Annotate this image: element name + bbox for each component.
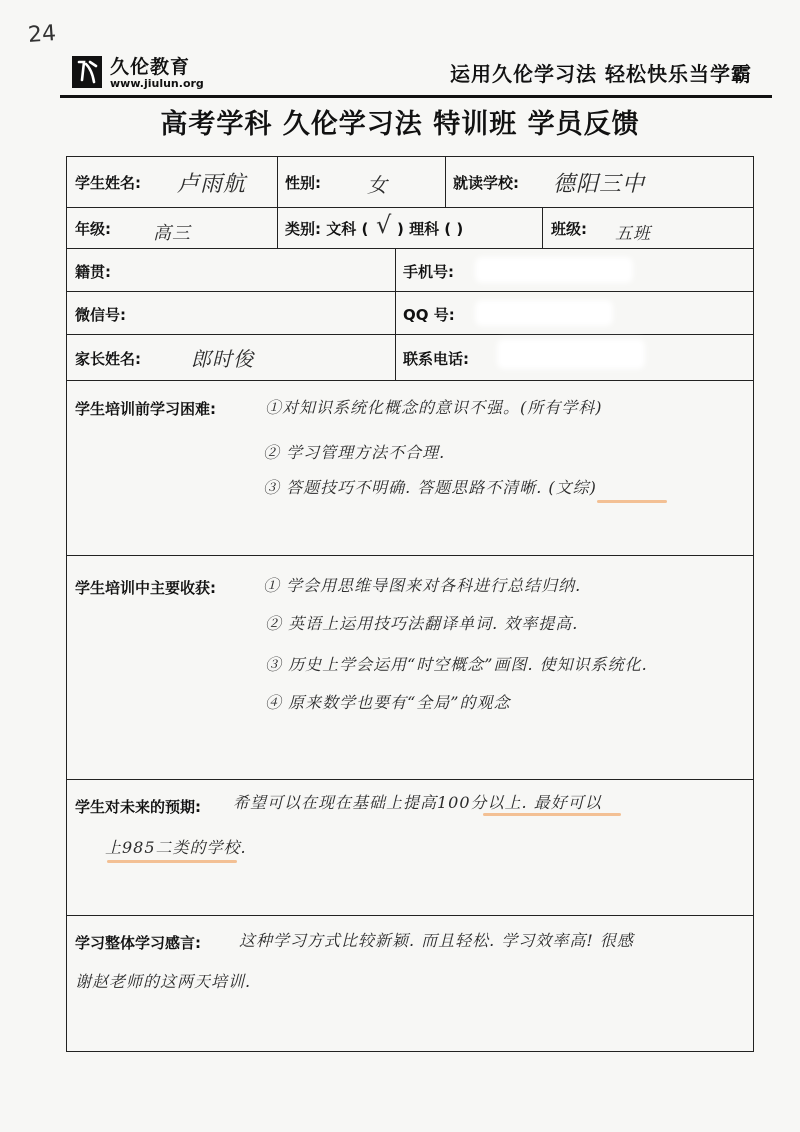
type-label-prefix: 类别: 文科 ( (285, 220, 369, 238)
col-divider (277, 207, 278, 248)
class-value: 五班 (615, 224, 651, 244)
gains-label: 学生培训中主要收获: (75, 579, 216, 597)
col-divider (542, 207, 543, 248)
qq-label: QQ 号: (403, 306, 455, 324)
contact-phone-redaction (501, 343, 641, 365)
future-label: 学生对未来的预期: (75, 798, 201, 816)
highlight-underline (597, 500, 667, 503)
grade-label: 年级: (75, 220, 111, 238)
highlight-underline (483, 813, 621, 816)
highlight-underline (107, 860, 237, 863)
student-name-value: 卢雨航 (177, 172, 247, 197)
native-place-label: 籍贯: (75, 263, 111, 281)
col-divider (277, 157, 278, 207)
wechat-label: 微信号: (75, 306, 126, 324)
header-slogan: 运用久伦学习法 轻松快乐当学霸 (450, 62, 752, 86)
logo-name: 久伦教育 (110, 56, 191, 78)
gain-line: ② 英语上运用技巧法翻译单词. 效率提高. (265, 614, 579, 633)
col-divider (445, 157, 446, 207)
parent-name-value: 郎时俊 (191, 347, 254, 371)
row-divider (67, 380, 753, 381)
feedback-form (66, 156, 754, 1052)
future-line: 上985二类的学校. (105, 838, 247, 857)
parent-name-label: 家长姓名: (75, 350, 141, 368)
arts-checkmark: √ (376, 211, 393, 239)
phone-redaction (479, 261, 629, 279)
gender-label: 性别: (285, 174, 321, 192)
gain-line: ④ 原来数学也要有“全局”的观念 (265, 693, 511, 712)
row-divider (67, 248, 753, 249)
logo-url: www.jiulun.org (110, 77, 204, 90)
contact-phone-label: 联系电话: (403, 350, 469, 368)
feeling-line: 谢赵老师的这两天培训. (75, 972, 252, 991)
row-divider (67, 207, 753, 208)
grade-value: 高三 (153, 223, 191, 244)
form-title: 高考学科 久伦学习法 特训班 学员反馈 (160, 109, 640, 140)
gain-line: ③ 历史上学会运用“时空概念”画图. 使知识系统化. (265, 655, 648, 674)
qq-redaction (479, 304, 609, 322)
row-divider (67, 334, 753, 335)
student-name-label: 学生姓名: (75, 174, 141, 192)
gain-line: ① 学会用思维导图来对各科进行总结归纳. (263, 576, 582, 595)
row-divider (67, 555, 753, 556)
difficulties-label: 学生培训前学习困难: (75, 400, 216, 418)
row-divider (67, 291, 753, 292)
row-divider (67, 915, 753, 916)
difficulty-line: ② 学习管理方法不合理. (263, 443, 446, 462)
class-label: 班级: (551, 220, 587, 238)
header-divider (60, 95, 772, 98)
page-number: 24 (27, 21, 57, 48)
gender-value: 女 (367, 173, 388, 197)
difficulty-line: ③ 答题技巧不明确. 答题思路不清晰. (文综) (263, 478, 597, 497)
feeling-line: 这种学习方式比较新颖. 而且轻松. 学习效率高! 很感 (239, 931, 634, 950)
row-divider (67, 779, 753, 780)
phone-label: 手机号: (403, 263, 454, 281)
feeling-label: 学习整体学习感言: (75, 934, 201, 952)
type-label-suffix: ) 理科 ( ) (397, 220, 464, 238)
difficulty-line: ①对知识系统化概念的意识不强。(所有学科) (265, 398, 603, 417)
col-divider (395, 248, 396, 380)
school-label: 就读学校: (453, 174, 519, 192)
school-value: 德阳三中 (553, 172, 646, 197)
jiulun-logo-icon (72, 56, 102, 88)
future-line: 希望可以在现在基础上提高100分以上. 最好可以 (233, 793, 602, 812)
